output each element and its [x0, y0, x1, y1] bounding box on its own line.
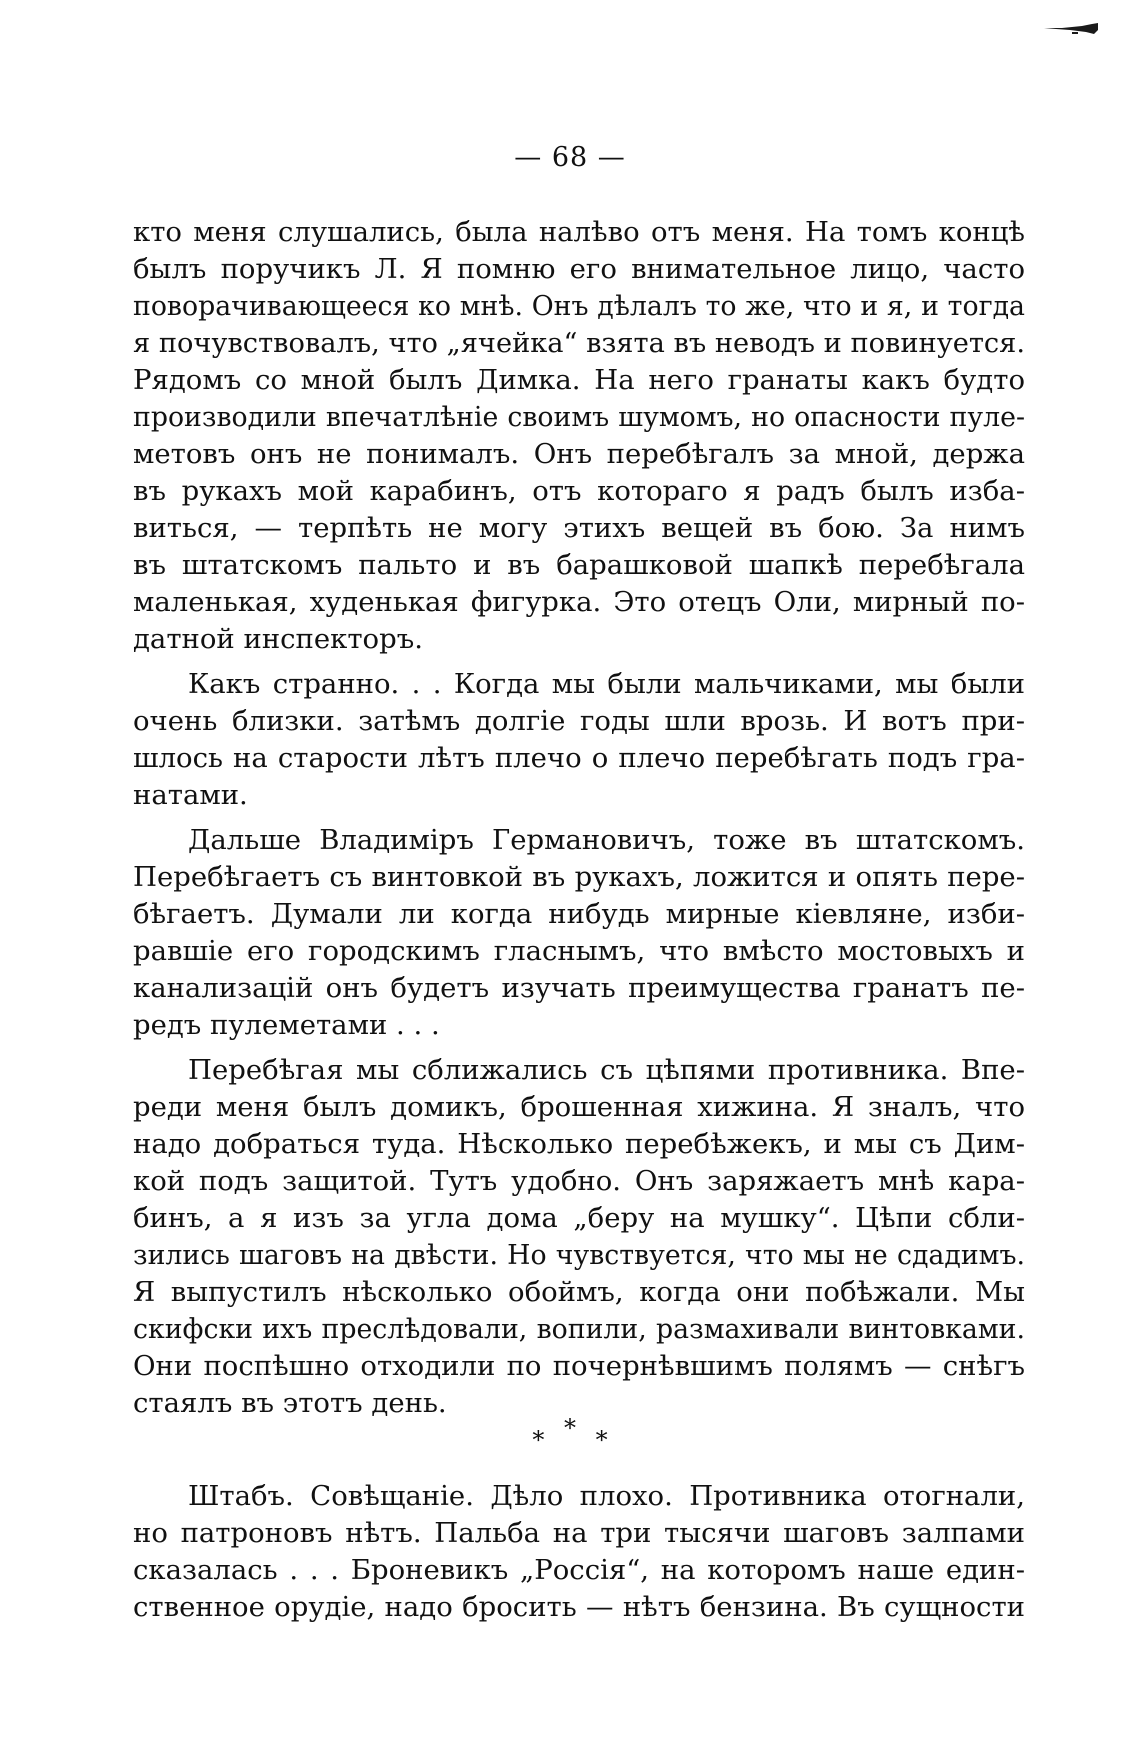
text-line: ственное орудіе, надо бросить — нѣтъ бензина. Въ сущности [133, 1591, 1025, 1623]
text-line: метовъ онъ не понималъ. Онъ перебѣгалъ за мной, держа [133, 438, 1025, 470]
text-line: виться, — терпѣть не могу этихъ вещей въ бою. За нимъ [133, 512, 1025, 544]
asterism-star: * [595, 1426, 608, 1454]
asterism-star: * [564, 1414, 576, 1442]
scan-artifact-mark [1042, 22, 1100, 38]
text-line: въ штатскомъ пальто и въ барашковой шапкѣ перебѣгала [133, 549, 1025, 581]
text-line: бинъ, а я изъ за угла дома „беру на мушку“. Цѣпи сбли- [133, 1202, 1025, 1234]
text-line: канализацій онъ будетъ изучать преимущества гранатъ пе- [133, 972, 1025, 1004]
text-line: очень близки. затѣмъ долгіе годы шли врозь. И вотъ при- [133, 705, 1025, 737]
text-line: маленькая, худенькая фигурка. Это отецъ Оли, мирный по- [133, 586, 1025, 618]
paragraph-3 [133, 822, 1025, 1044]
final-text [133, 1478, 1025, 1626]
text-line: Они поспѣшно отходили по почернѣвшимъ полямъ — снѣгъ [133, 1350, 1025, 1382]
text-line: надо добраться туда. Нѣсколько перебѣжекъ, и мы съ Дим- [133, 1128, 1025, 1160]
text-line: Какъ странно. . . Когда мы были мальчиками, мы были [188, 668, 1025, 700]
text-line: датной инспекторъ. [133, 623, 423, 655]
text-line: стаялъ въ этотъ день. [133, 1387, 447, 1419]
text-line: Дальше Владиміръ Германовичъ, тоже въ штатскомъ. [188, 824, 1025, 856]
text-line: производили впечатлѣніе своимъ шумомъ, но опасности пуле- [133, 402, 1025, 433]
text-line: Штабъ. Совѣщаніе. Дѣло плохо. Противника отогнали, [188, 1480, 1025, 1512]
text-line: но патроновъ нѣтъ. Пальба на три тысячи шаговъ залпами [133, 1517, 1025, 1549]
text-line: кто меня слушались, была налѣво отъ меня. На томъ концѣ [133, 216, 1025, 248]
text-line: натами. [133, 779, 248, 811]
paragraph-4 [133, 1052, 1025, 1422]
page-number: — 68 — [514, 142, 626, 173]
text-line: Перебѣгаетъ съ винтовкой въ рукахъ, ложится и опять пере- [133, 861, 1025, 893]
text-line: былъ поручикъ Л. Я помню его внимательное лицо, часто [133, 253, 1025, 285]
text-line: въ рукахъ мой карабинъ, отъ котораго я радъ былъ изба- [133, 475, 1025, 507]
text-line: сказалась . . . Броневикъ „Россія“, на которомъ наше един- [133, 1554, 1025, 1586]
body-text [133, 214, 1025, 1422]
asterism-star: * [532, 1426, 545, 1454]
text-line: кой подъ защитой. Тутъ удобно. Онъ заряжаетъ мнѣ кара- [133, 1165, 1025, 1197]
paragraph-1 [133, 214, 1025, 658]
text-line: скифски ихъ преслѣдовали, вопили, размахивали винтовками. [133, 1314, 1025, 1345]
text-line: бѣгаетъ. Думали ли когда нибудь мирные кіевляне, изби- [133, 898, 1025, 930]
text-line: зились шаговъ на двѣсти. Но чувствуется, что мы не сдадимъ. [133, 1240, 1025, 1271]
text-line: Рядомъ со мной былъ Димка. На него гранаты какъ будто [133, 364, 1025, 396]
text-line: реди меня былъ домикъ, брошенная хижина. Я зналъ, что [133, 1091, 1025, 1123]
section-break-asterism [0, 1414, 1140, 1454]
text-line: редъ пулеметами . . . [133, 1009, 440, 1041]
text-line: равшіе его городскимъ гласнымъ, что вмѣсто мостовыхъ и [133, 935, 1025, 967]
paragraph-5 [133, 1478, 1025, 1626]
text-line: Перебѣгая мы сближались съ цѣпями противника. Впе- [188, 1054, 1025, 1086]
text-line: Я выпустилъ нѣсколько обоймъ, когда они побѣжали. Мы [133, 1276, 1025, 1308]
text-line: шлось на старости лѣтъ плечо о плечо перебѣгать подъ гра- [133, 742, 1025, 774]
paragraph-2 [133, 666, 1025, 814]
text-line: поворачивающееся ко мнѣ. Онъ дѣлалъ то же, что и я, и тогда [133, 291, 1025, 322]
text-line: я почувствовалъ, что „ячейка“ взята въ неводъ и повинуется. [133, 328, 1026, 359]
